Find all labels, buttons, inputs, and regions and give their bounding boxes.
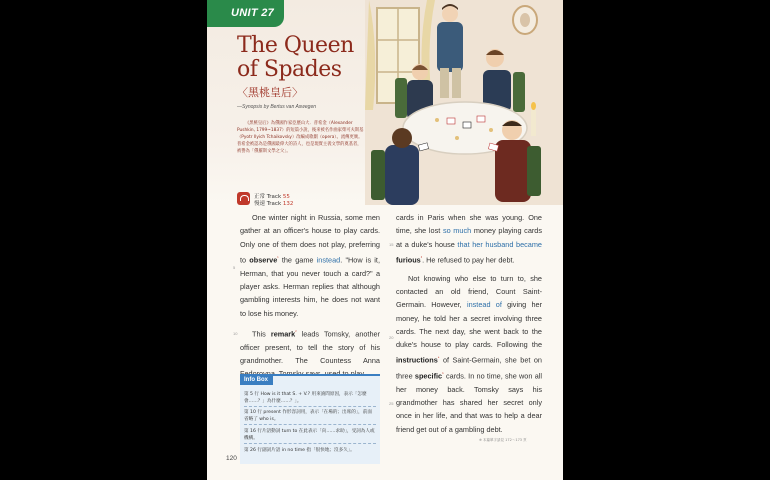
line-number: 20 — [389, 335, 394, 340]
book-page — [207, 0, 563, 480]
info-box — [240, 374, 380, 464]
info-box-tag: Info Box — [240, 374, 273, 385]
card-players-illustration — [365, 0, 563, 205]
info-item: 第 26 行副詞片語 in no time 指「很快地；沒多久」。 — [244, 448, 355, 453]
vocabulary-footnote: ※ 本篇單字請見 172～173 頁 — [479, 438, 527, 442]
line-number: 10 — [233, 331, 238, 336]
unit-tab — [207, 0, 284, 27]
headphones-icon[interactable] — [237, 192, 250, 205]
synopsis-credit: —Synopsis by Bertus van Aswegen — [237, 104, 317, 110]
story-title: The Queen of Spades — [237, 33, 354, 82]
unit-label: UNIT 27 — [231, 7, 275, 19]
line-number: 25 — [389, 401, 394, 406]
paragraph: One winter night in Russia, some men gather at an officer's house to play cards. Only one of them does not play, preferring to observe$^{^1}$ the game instead. "How is it, Herman, that you never touch a card?" a player asks. Herman replies that although gambling interests him, he does not want to lose his money. — [240, 213, 380, 318]
story-title-chinese: 〈黑桃皇后〉 — [237, 86, 303, 99]
body-column-left — [240, 211, 380, 385]
paragraph: This remark$^{^2}$ leads Tomsky, another officer present, to tell the story of his grandmother. The Countess Anna — [240, 328, 381, 365]
info-item: 第 5 行 How is it that S. + V.? 用來詢問原因，表示「怎麼會……？」為什麼……？」。 — [244, 391, 376, 407]
info-item: 第 16 行片語動詞 turn to 在此表示「向……求助」，受詞為人或機構。 — [244, 428, 376, 444]
line-number: 5 — [233, 265, 236, 270]
slow-track: 慢速 Track 132 — [254, 201, 294, 207]
page-number: 120 — [226, 455, 237, 462]
normal-track: 正常 Track 55 — [254, 194, 290, 200]
paragraph: cards in Paris when she was young. One time, she lost so much money playing cards at a duke's house that her husband became furious$^{^3}$. He refused to pay her debt. — [396, 213, 543, 265]
audio-track-info[interactable] — [237, 191, 357, 207]
info-item: 第 10 行 present 作形容詞用，表示「在場的；出席的」，前面省略了 who is。 — [244, 409, 376, 425]
intro-paragraph: 《黑桃皇后》為俄國作家亞歷山大．普希金（Alexander Pushkin, 1799~1837）的短篇小說，後來被名作曲家柴可夫斯基（Pyotr Ilyich Tchaikovsky）改編成歌劇（opera）。流傳更廣。普希金被認為是俄國最偉大的詩人，也是現實主義文學的奠基者，被譽為「俄羅斯文學之父」。 — [237, 121, 364, 154]
paragraph: Not knowing who else to turn to, she contacted an old friend, Count Saint-Germain. However, instead of giving her money, he told her a secret involving three cards. The next day, she went back to the duke's house to play cards. Following the instructions$^{^4}$ of Saint-Germain, she bet on three specific$^{^5}$ cards. In no time, she won all her money back. Tomsky says his grandmother has shared her secret only once in her life, and that was to help a dear friend get out of a gambling debt. — [396, 273, 543, 434]
body-column-right — [396, 211, 542, 441]
line-number: 15 — [389, 242, 394, 247]
